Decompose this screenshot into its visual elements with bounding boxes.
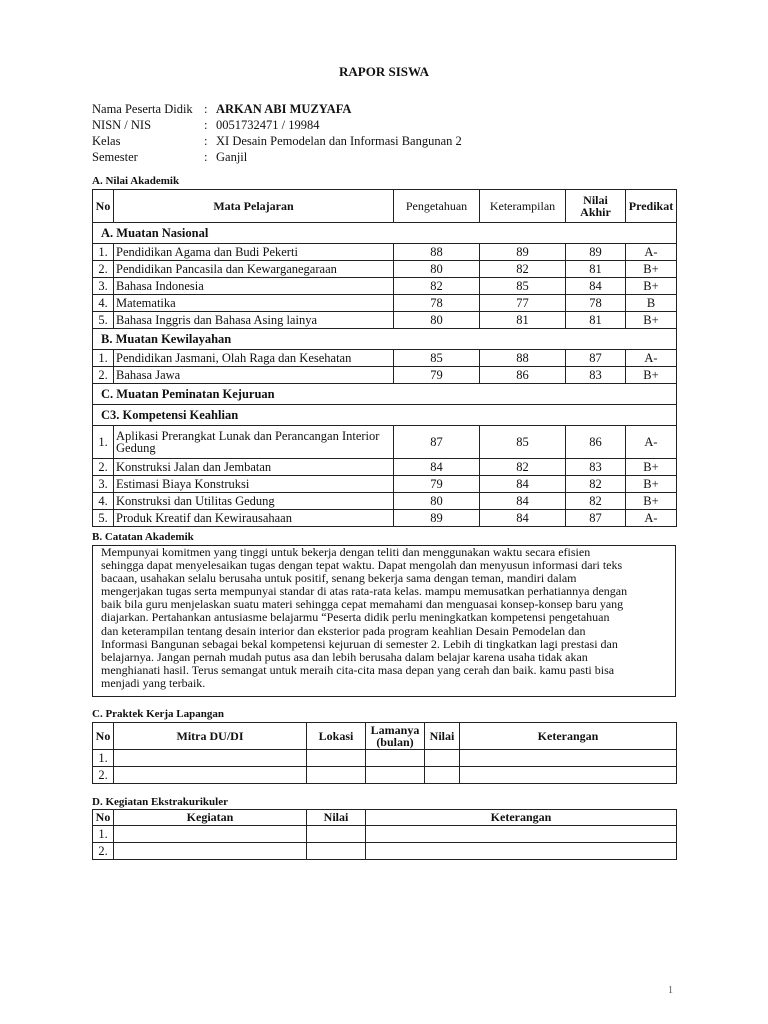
pkl-col-partner: Mitra DU/DI — [114, 723, 307, 750]
empty-cell — [460, 767, 677, 784]
pkl-col-duration — [366, 723, 425, 750]
ekskul-col-score: Nilai — [307, 810, 366, 826]
student-info — [92, 101, 462, 165]
empty-row — [93, 767, 677, 784]
row-no: 5. — [93, 312, 114, 329]
subject-name: Bahasa Jawa — [114, 367, 394, 384]
empty-row — [93, 826, 677, 843]
empty-cell — [307, 826, 366, 843]
info-sep: : — [204, 150, 208, 164]
grade-letter: B+ — [626, 278, 677, 295]
grade-letter: B+ — [626, 367, 677, 384]
subject-row — [93, 350, 677, 367]
pkl-col-duration-line2: (bulan) — [376, 735, 414, 749]
empty-cell — [114, 750, 307, 767]
final-score: 82 — [566, 476, 626, 493]
subject-row — [93, 312, 677, 329]
grade-letter: B+ — [626, 476, 677, 493]
group-label: A. Muatan Nasional — [93, 223, 677, 244]
row-no: 1. — [93, 350, 114, 367]
skills-score: 84 — [480, 510, 566, 527]
subject-name: Estimasi Biaya Konstruksi — [114, 476, 394, 493]
empty-cell — [114, 826, 307, 843]
row-no: 1. — [93, 244, 114, 261]
extracurricular-table — [92, 809, 677, 860]
skills-score: 86 — [480, 367, 566, 384]
subject-row — [93, 510, 677, 527]
info-sep: : — [204, 118, 208, 132]
info-semester-value: Ganjil — [216, 150, 248, 164]
row-no: 1. — [93, 750, 114, 767]
subject-row — [93, 278, 677, 295]
row-no: 2. — [93, 459, 114, 476]
knowledge-score: 87 — [394, 426, 480, 459]
subject-row — [93, 476, 677, 493]
group-label: C3. Kompetensi Keahlian — [93, 405, 677, 426]
subject-name: Bahasa Indonesia — [114, 278, 394, 295]
col-knowledge: Pengetahuan — [394, 190, 480, 223]
subject-name: Pendidikan Pancasila dan Kewarganegaraan — [114, 261, 394, 278]
row-no: 2. — [93, 843, 114, 860]
col-final-line2: Akhir — [580, 205, 611, 219]
knowledge-score: 84 — [394, 459, 480, 476]
grade-letter: B+ — [626, 459, 677, 476]
subject-name: Aplikasi Prerangkat Lunak dan Perancangan Interior Gedung — [114, 426, 394, 459]
grade-letter: B — [626, 295, 677, 312]
ekskul-col-activity: Kegiatan — [114, 810, 307, 826]
skills-score: 88 — [480, 350, 566, 367]
row-no: 2. — [93, 367, 114, 384]
section-d-title: D. Kegiatan Ekstrakurikuler — [92, 796, 228, 808]
skills-score: 84 — [480, 476, 566, 493]
ekskul-col-no: No — [93, 810, 114, 826]
knowledge-score: 79 — [394, 367, 480, 384]
skills-score: 89 — [480, 244, 566, 261]
info-name-row — [92, 101, 462, 117]
col-skills: Keterampilan — [480, 190, 566, 223]
grade-letter: A- — [626, 244, 677, 261]
group-row — [93, 405, 677, 426]
row-no: 2. — [93, 261, 114, 278]
info-name-label: Nama Peserta Didik — [92, 102, 193, 116]
knowledge-score: 82 — [394, 278, 480, 295]
subject-row — [93, 493, 677, 510]
knowledge-score: 89 — [394, 510, 480, 527]
info-kelas-row — [92, 133, 462, 149]
empty-row — [93, 750, 677, 767]
skills-score: 84 — [480, 493, 566, 510]
skills-score: 82 — [480, 459, 566, 476]
final-score: 83 — [566, 459, 626, 476]
subject-row — [93, 367, 677, 384]
subject-row — [93, 295, 677, 312]
final-score: 83 — [566, 367, 626, 384]
knowledge-score: 88 — [394, 244, 480, 261]
pkl-col-duration-line1: Lamanya — [370, 723, 420, 737]
grade-letter: A- — [626, 510, 677, 527]
subject-name: Pendidikan Jasmani, Olah Raga dan Kesehatan — [114, 350, 394, 367]
final-score: 89 — [566, 244, 626, 261]
group-label: C. Muatan Peminatan Kejuruan — [93, 384, 677, 405]
info-kelas-value: XI Desain Pemodelan dan Informasi Bangunan 2 — [216, 134, 462, 148]
knowledge-score: 80 — [394, 261, 480, 278]
info-semester-row — [92, 149, 462, 165]
row-no: 3. — [93, 476, 114, 493]
skills-score: 85 — [480, 426, 566, 459]
grade-letter: A- — [626, 426, 677, 459]
empty-row — [93, 843, 677, 860]
final-score: 84 — [566, 278, 626, 295]
empty-cell — [307, 843, 366, 860]
pkl-col-no: No — [93, 723, 114, 750]
info-semester-label: Semester — [92, 150, 138, 164]
knowledge-score: 79 — [394, 476, 480, 493]
row-no: 3. — [93, 278, 114, 295]
col-grade: Predikat — [626, 190, 677, 223]
group-row — [93, 384, 677, 405]
skills-score: 77 — [480, 295, 566, 312]
grade-letter: B+ — [626, 493, 677, 510]
pkl-col-note: Keterangan — [460, 723, 677, 750]
ekskul-col-note: Keterangan — [366, 810, 677, 826]
report-title: RAPOR SISWA — [339, 64, 429, 79]
col-final — [566, 190, 626, 223]
subject-row — [93, 459, 677, 476]
empty-cell — [307, 750, 366, 767]
empty-cell — [307, 767, 366, 784]
page-number: 1 — [668, 985, 673, 996]
info-name-value: ARKAN ABI MUZYAFA — [216, 102, 352, 116]
row-no: 4. — [93, 493, 114, 510]
academic-notes: Mempunyai komitmen yang tinggi untuk bekerja dengan teliti dan menggunakan waktu secara efisien sehingga dapat menyelesaikan tugas dengan tepat waktu. Dapat mengolah dan menyusun informasi dari teks bacaan, usahakan selalu berusaha untuk positif, senang bekerja sama dengan teman, mandiri dalam mengerjakan tugas serta mempunyai standar di atas rata-rata kelas. mampu memusatkan perhatiannya dengan baik bila guru menjelaskan suatu materi sehingga cepat memahami dan menguasai konsep-konsep baru yang diajarkan. Pertahankan antusiasme belajarmu “Peserta didik perlu meningkatkan kompetensi pengetahuan dan keterampilan tentang desain interior dan eksterior pada program keahlian Desain Pemodelan dan Informasi Bangunan sebagai bekal kompetensi kejuruan di semester 2. Lebih di tingkatkan lagi prestasi dan belajarnya. Jangan pernah mudah putus asa dan lebih berusaha dalam belajar karena usaha tidak akan menghianati hasil. Terus semangat untuk meraih cita-cita masa depan yang cerah dan baik. kamu pasti bisa menjadi yang terbaik. — [92, 545, 676, 697]
section-c-title: C. Praktek Kerja Lapangan — [92, 708, 224, 720]
group-label: B. Muatan Kewilayahan — [93, 329, 677, 350]
empty-cell — [366, 750, 425, 767]
subject-name: Matematika — [114, 295, 394, 312]
empty-cell — [366, 826, 677, 843]
knowledge-score: 78 — [394, 295, 480, 312]
info-kelas-label: Kelas — [92, 134, 121, 148]
extracurricular-header-row — [93, 810, 677, 826]
subject-row — [93, 244, 677, 261]
info-nisn-label: NISN / NIS — [92, 118, 152, 132]
knowledge-score: 85 — [394, 350, 480, 367]
col-no: No — [93, 190, 114, 223]
info-nisn-value: 0051732471 / 19984 — [216, 118, 320, 132]
empty-cell — [366, 767, 425, 784]
final-score: 87 — [566, 510, 626, 527]
internship-table — [92, 722, 677, 784]
empty-cell — [425, 767, 460, 784]
final-score: 86 — [566, 426, 626, 459]
info-nisn-row — [92, 117, 462, 133]
grades-table — [92, 189, 677, 527]
final-score: 87 — [566, 350, 626, 367]
subject-row — [93, 426, 677, 459]
empty-cell — [425, 750, 460, 767]
skills-score: 82 — [480, 261, 566, 278]
final-score: 78 — [566, 295, 626, 312]
grade-letter: B+ — [626, 312, 677, 329]
empty-cell — [460, 750, 677, 767]
subject-name: Produk Kreatif dan Kewirausahaan — [114, 510, 394, 527]
row-no: 2. — [93, 767, 114, 784]
knowledge-score: 80 — [394, 493, 480, 510]
group-row — [93, 329, 677, 350]
pkl-col-score: Nilai — [425, 723, 460, 750]
empty-cell — [114, 843, 307, 860]
group-row — [93, 223, 677, 244]
col-subject: Mata Pelajaran — [114, 190, 394, 223]
section-b-title: B. Catatan Akademik — [92, 531, 194, 543]
subject-row — [93, 261, 677, 278]
final-score: 81 — [566, 261, 626, 278]
empty-cell — [366, 843, 677, 860]
subject-name: Konstruksi Jalan dan Jembatan — [114, 459, 394, 476]
subject-name: Konstruksi dan Utilitas Gedung — [114, 493, 394, 510]
grades-header-row — [93, 190, 677, 223]
empty-cell — [114, 767, 307, 784]
row-no: 5. — [93, 510, 114, 527]
final-score: 81 — [566, 312, 626, 329]
info-sep: : — [204, 134, 208, 148]
section-a-title: A. Nilai Akademik — [92, 175, 180, 187]
pkl-col-location: Lokasi — [307, 723, 366, 750]
row-no: 1. — [93, 426, 114, 459]
grade-letter: B+ — [626, 261, 677, 278]
internship-header-row — [93, 723, 677, 750]
info-sep: : — [204, 102, 208, 116]
subject-name: Bahasa Inggris dan Bahasa Asing lainya — [114, 312, 394, 329]
row-no: 1. — [93, 826, 114, 843]
knowledge-score: 80 — [394, 312, 480, 329]
skills-score: 81 — [480, 312, 566, 329]
col-final-line1: Nilai — [583, 193, 608, 207]
row-no: 4. — [93, 295, 114, 312]
subject-name: Pendidikan Agama dan Budi Pekerti — [114, 244, 394, 261]
skills-score: 85 — [480, 278, 566, 295]
grade-letter: A- — [626, 350, 677, 367]
final-score: 82 — [566, 493, 626, 510]
